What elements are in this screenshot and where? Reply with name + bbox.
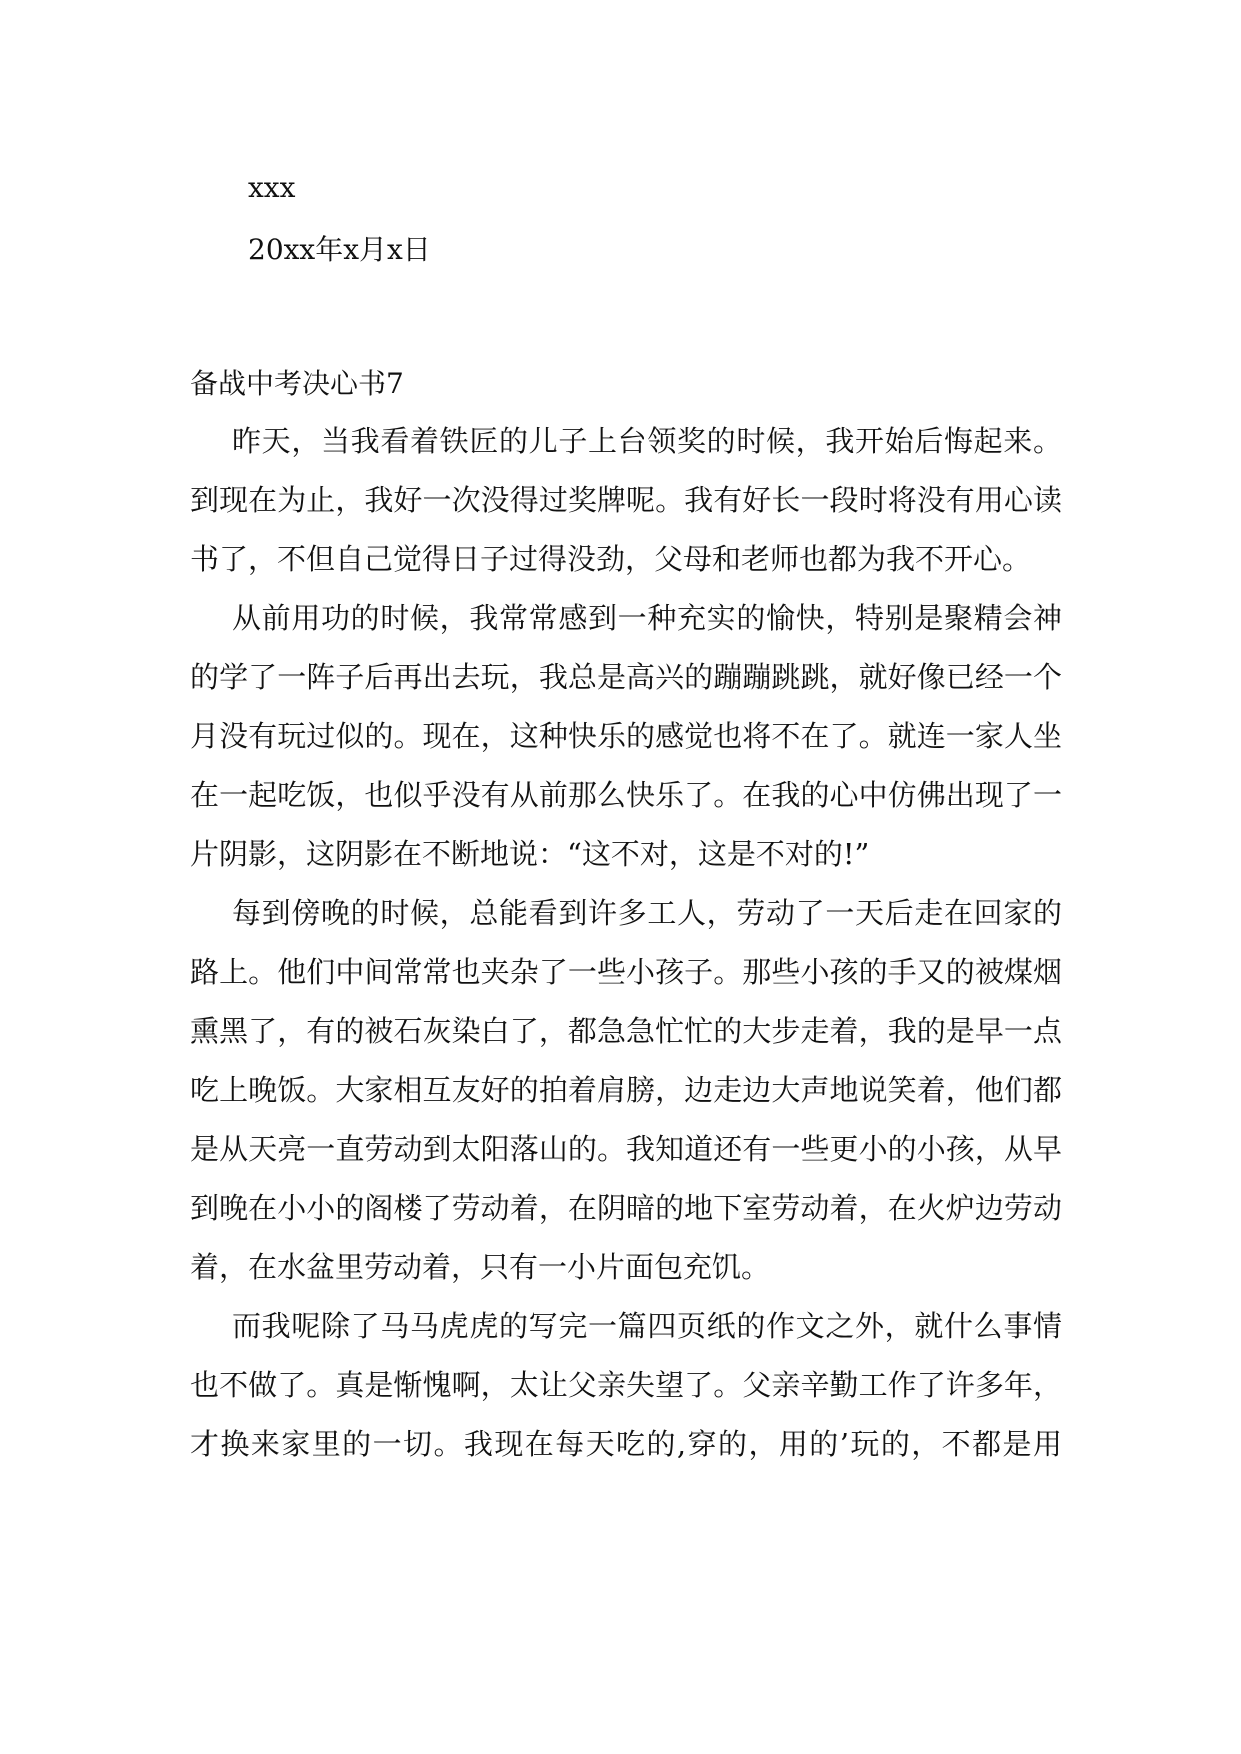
text-line: 熏黑了，有的被石灰染白了，都急急忙忙的大步走着，我的是早一点	[190, 1014, 1062, 1048]
text-line: 书了，不但自己觉得日子过得没劲，父母和老师也都为我不开心。	[190, 542, 1032, 576]
text-line: 而我呢除了马马虎虎的写完一篇四页纸的作文之外，就什么事情	[232, 1309, 1062, 1343]
text-line: 每到傍晚的时候，总能看到许多工人，劳动了一天后走在回家的	[232, 896, 1062, 930]
paragraph	[190, 412, 1062, 589]
text-line: 在一起吃饭，也似乎没有从前那么快乐了。在我的心中仿佛出现了一	[190, 778, 1062, 812]
text-line: 到晚在小小的阁楼了劳动着，在阴暗的地下室劳动着，在火炉边劳动	[190, 1191, 1062, 1225]
text-line: 昨天，当我看着铁匠的儿子上台领奖的时候，我开始后悔起来。	[232, 424, 1062, 458]
document-title: 备战中考决心书7	[190, 367, 404, 400]
text-line: 片阴影，这阴影在不断地说：“这不对，这是不对的!”	[190, 837, 870, 871]
text-line: 着，在水盆里劳动着，只有一小片面包充饥。	[190, 1250, 771, 1284]
signature-date: 20xx年x月x日	[248, 233, 431, 266]
document-body	[190, 412, 1062, 1474]
text-line: 也不做了。真是惭愧啊，太让父亲失望了。父亲辛勤工作了许多年，	[190, 1368, 1062, 1402]
text-line: 的学了一阵子后再出去玩，我总是高兴的蹦蹦跳跳，就好像已经一个	[190, 660, 1062, 694]
paragraph	[190, 1297, 1062, 1474]
text-line: 是从天亮一直劳动到太阳落山的。我知道还有一些更小的小孩，从早	[190, 1132, 1062, 1166]
text-line: 从前用功的时候，我常常感到一种充实的愉快，特别是聚精会神	[232, 601, 1062, 635]
paragraph	[190, 589, 1062, 884]
signature-name: xxx	[248, 171, 296, 204]
text-line: 吃上晚饭。大家相互友好的拍着肩膀，边走边大声地说笑着，他们都	[190, 1073, 1062, 1107]
text-line: 月没有玩过似的。现在，这种快乐的感觉也将不在了。就连一家人坐	[190, 719, 1062, 753]
paragraph	[190, 884, 1062, 1297]
text-line: 路上。他们中间常常也夹杂了一些小孩子。那些小孩的手又的被煤烟	[190, 955, 1062, 989]
text-line: 才换来家里的一切。我现在每天吃的,穿的，用的’玩的，不都是用	[190, 1427, 1062, 1461]
text-line: 到现在为止，我好一次没得过奖牌呢。我有好长一段时将没有用心读	[190, 483, 1062, 517]
